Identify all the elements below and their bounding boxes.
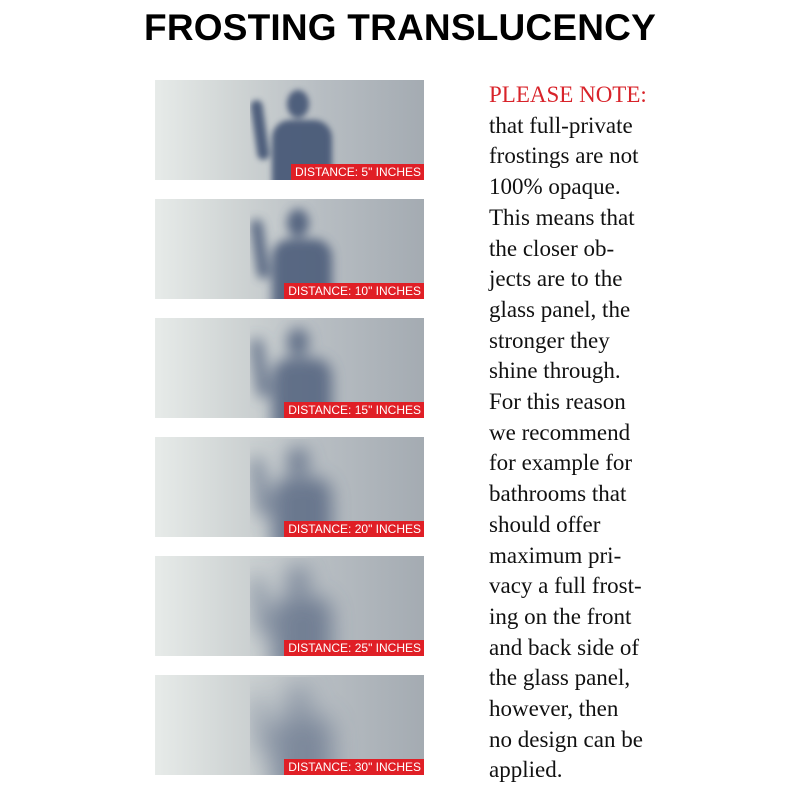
figure-head xyxy=(287,685,309,713)
figure-head xyxy=(287,566,309,594)
figure-raised-arm xyxy=(250,99,270,160)
figure-head xyxy=(287,209,309,237)
note-line: ing on the front xyxy=(489,603,632,629)
note-line: that full-private xyxy=(489,112,633,138)
note-line: however, then xyxy=(489,696,619,722)
note-line: bathrooms that xyxy=(489,481,627,507)
note-line: shine through. xyxy=(489,358,621,384)
note-line: jects are to the xyxy=(489,266,623,292)
figure-raised-arm xyxy=(250,218,270,279)
note-line: for example for xyxy=(489,450,633,476)
frosting-photo-25-inches xyxy=(155,556,424,656)
note-line: and back side of xyxy=(489,634,640,660)
note-line: the glass panel, xyxy=(489,665,631,691)
frosting-photo-15-inches xyxy=(155,318,424,418)
note-line: vacy a full frost- xyxy=(489,573,642,599)
frosting-photo-30-inches xyxy=(155,675,424,775)
distance-caption: DISTANCE: 5" INCHES xyxy=(291,164,424,180)
note-line: the closer ob- xyxy=(489,235,615,261)
distance-caption: DISTANCE: 25" INCHES xyxy=(284,640,424,656)
note-line: applied. xyxy=(489,757,563,783)
distance-caption: DISTANCE: 20" INCHES xyxy=(284,521,424,537)
note-line: frostings are not xyxy=(489,143,639,169)
note-line: should offer xyxy=(489,511,601,537)
note-heading: PLEASE NOTE: xyxy=(489,82,647,107)
figure-head xyxy=(287,90,309,118)
note-line: maximum pri- xyxy=(489,542,622,568)
note-line: 100% opaque. xyxy=(489,174,621,200)
distance-caption: DISTANCE: 30" INCHES xyxy=(284,759,424,775)
figure-raised-arm xyxy=(250,575,270,636)
figure-raised-arm xyxy=(250,337,270,398)
note-line: glass panel, the xyxy=(489,296,631,322)
frosting-photo-5-inches xyxy=(155,80,424,180)
figure-head xyxy=(287,447,309,475)
figure-head xyxy=(287,328,309,356)
page-title: FROSTING TRANSLUCENCY xyxy=(144,7,656,48)
figure-raised-arm xyxy=(250,694,270,755)
frosting-photo-20-inches xyxy=(155,437,424,537)
note-line: no design can be xyxy=(489,726,643,752)
note-line: stronger they xyxy=(489,327,610,353)
frosting-photo-10-inches xyxy=(155,199,424,299)
distance-caption: DISTANCE: 10" INCHES xyxy=(284,283,424,299)
figure-raised-arm xyxy=(250,456,270,517)
note-line: This means that xyxy=(489,204,635,230)
please-note-text xyxy=(489,80,789,786)
note-line: For this reason xyxy=(489,389,626,415)
note-line: we recommend xyxy=(489,419,631,445)
distance-caption: DISTANCE: 15" INCHES xyxy=(284,402,424,418)
